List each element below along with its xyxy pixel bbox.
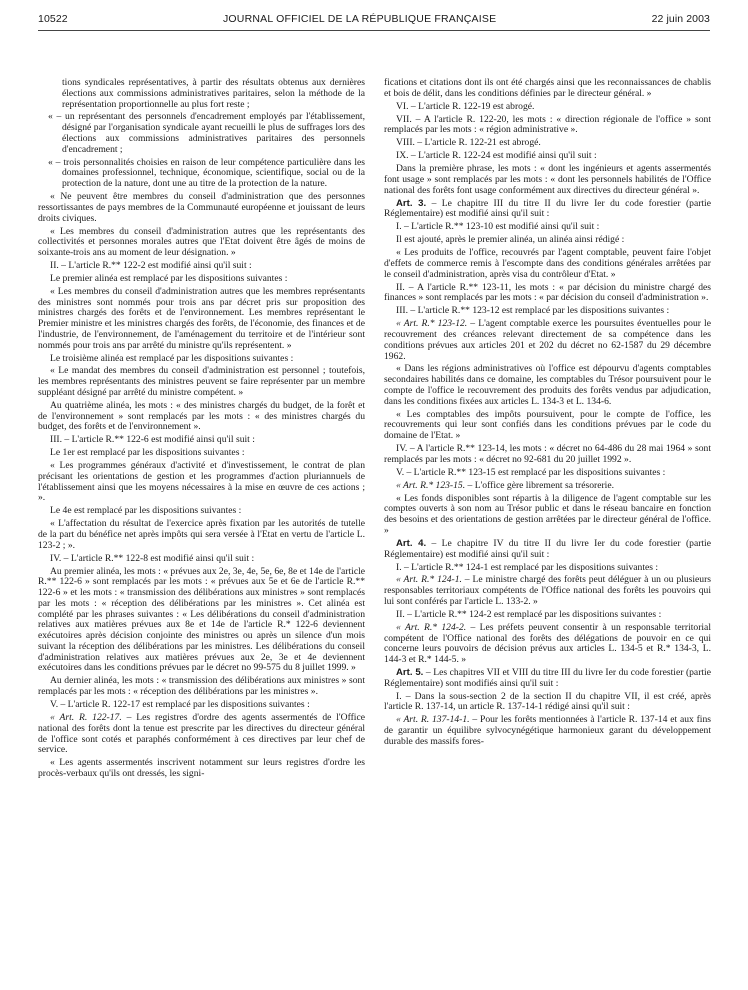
paragraph	[384, 102, 711, 113]
paragraph	[38, 506, 365, 517]
journal-title: JOURNAL OFFICIEL DE LA RÉPUBLIQUE FRANÇAISE	[222, 13, 497, 25]
paragraph	[384, 248, 711, 280]
paragraph	[384, 610, 711, 621]
paragraph-text: II. – L'article R.** 124-2 est remplacé par les dispositions suivantes :	[396, 608, 662, 620]
paragraph	[384, 199, 711, 221]
paragraph	[38, 713, 365, 756]
paragraph-text: I. – L'article R.** 123-10 est modifié ainsi qu'il suit :	[396, 221, 600, 233]
paragraph-text: VI. – L'article R. 122-19 est abrogé.	[396, 100, 535, 112]
paragraph	[384, 481, 711, 492]
paragraph	[38, 700, 365, 711]
paragraph	[384, 283, 711, 305]
paragraph-text: « L'affectation du résultat de l'exercice après fixation par les autorités de tutelle de la part du bénéfice net après impôts qui sera versée à l'Etat en vertu de l'article L. 123-2 ; ».	[38, 518, 365, 551]
paragraph	[38, 78, 365, 110]
paragraph-text: « Les agents assermentés inscrivent notamment sur leurs registres d'ordre les procès-verbaux qu'ils ont dressés, les signi-	[38, 757, 365, 779]
paragraph	[38, 366, 365, 398]
paragraph-text: I. – L'article R.** 124-1 est remplacé par les dispositions suivantes :	[396, 561, 659, 573]
paragraph-text: « Les fonds disponibles sont répartis à la diligence de l'agent comptable sur les comptes ouverts à son nom au Trésor public et dans le réseau bancaire en fonction des besoins et des orientations de gestion arrêtées par le directeur général de l'office. »	[384, 492, 711, 536]
paragraph	[38, 158, 365, 190]
paragraph-text: « Les produits de l'office, recouvrés par l'agent comptable, peuvent faire l'objet d'effets de commerce remis à l'escompte dans des conditions générales arrêtées par le conseil d'administration, après visa du contrôleur d'Etat. »	[384, 247, 711, 280]
paragraph-text: – Le chapitre IV du titre II du livre Ier du code forestier (partie Réglementaire) est modifié ainsi qu'il suit :	[384, 537, 711, 560]
paragraph	[38, 354, 365, 365]
paragraph-text: L'office gère librement sa trésorerie.	[474, 479, 614, 491]
paragraph-text: Au premier alinéa, les mots : « prévues aux 2e, 3e, 4e, 5e, 6e, 8e et 14e de l'article R.** 122-6 » sont remplacés par les mots : « prévues aux 5e et 6e de l'article R.** 122-6 » et les mots : « transmission des délibérations aux ministres » sont remplacés par les mots : « réception des délibérations par les ministres ». Cet alinéa est complété par les phrases suivantes : « Les délibérations du conseil d'administration relatives aux matières prévues aux 8e et 14e de l'article R.* 122-6 deviennent exécutoires après décision conjointe des ministres ou après un silence d'un mois suivant la réception des délibérations par les ministres. Les délibérations du conseil d'administration relatives aux matières prévues aux 2e, 3e et 4e deviennent exécutoires dans les conditions prévues par le décret no 99-575 du 8 juillet 1999. »	[38, 565, 365, 674]
paragraph-text: tions syndicales représentatives, à partir des résultats obtenus aux dernières élections aux commissions administratives paritaires, selon la méthode de la représentation proportionnelle au plus fort reste ;	[62, 78, 365, 110]
article-heading: Art. 5.	[396, 667, 424, 678]
paragraph-text: IV. – L'article R.** 122-8 est modifié ainsi qu'il suit :	[50, 552, 255, 564]
paragraph-text: « Ne peuvent être membres du conseil d'administration que des personnes ressortissantes de pays membres de la Communauté européenne et jouissant de leurs droits civiques.	[38, 191, 365, 224]
paragraph	[38, 758, 365, 780]
paragraph-text: V. – L'article R.** 123-15 est remplacé par les dispositions suivantes :	[396, 466, 666, 478]
article-reference: « Art. R. 137-14-1. –	[396, 714, 480, 726]
paragraph	[384, 151, 711, 162]
paragraph-text: VIII. – L'article R. 122-21 est abrogé.	[396, 137, 541, 149]
paragraph-text: Le 1er est remplacé par les dispositions suivantes :	[50, 447, 245, 459]
paragraph	[384, 78, 711, 100]
paragraph	[384, 575, 711, 607]
paragraph-text: « Les comptables des impôts poursuivent, pour le compte de l'office, les recouvrements qui leur sont confiés dans les conditions prévues par le code du domaine de l'Etat. »	[384, 408, 711, 442]
paragraph	[384, 539, 711, 561]
paragraph-text: Dans la première phrase, les mots : « dont les ingénieurs et agents assermentés font usage » sont remplacés par les mots : « dont les personnels habilités de l'Office national des forêts font usage conformément aux directives du directeur général ».	[384, 163, 711, 196]
paragraph-text: « – un représentant des personnels d'encadrement employés par l'établissement, désigné par l'organisation syndicale ayant recueilli le plus de suffrages lors des élections aux commissions administratives paritaires des personnels d'encadrement ;	[48, 111, 365, 155]
paragraph	[384, 410, 711, 442]
paragraph-text: Le premier alinéa est remplacé par les dispositions suivantes :	[50, 272, 288, 284]
paragraph	[384, 364, 711, 407]
paragraph	[384, 715, 711, 747]
paragraph	[384, 319, 711, 362]
publication-date: 22 juin 2003	[651, 13, 710, 25]
paragraph-text: Le 4e est remplacé par les dispositions suivantes :	[50, 505, 242, 517]
page-number: 10522	[38, 13, 68, 25]
paragraph-text: « Le mandat des membres du conseil d'administration est personnel ; toutefois, les membres représentants des ministres peuvent se faire représenter par un membre suppléant désigné par arrêté du ministre compétent. »	[38, 365, 365, 398]
paragraph	[38, 192, 365, 224]
article-reference: « Art. R.* 124-2. –	[396, 621, 480, 633]
paragraph	[384, 563, 711, 574]
paragraph-text: Au dernier alinéa, les mots : « transmission des délibérations aux ministres » sont remplacés par les mots : « réception des délibérations par les ministres ».	[38, 675, 365, 698]
paragraph-text: III. – L'article R.** 123-12 est remplacé par les dispositions suivantes :	[396, 305, 670, 317]
article-heading: Art. 4.	[396, 537, 427, 549]
paragraph-text: III. – L'article R.** 122-6 est modifié ainsi qu'il suit :	[50, 434, 255, 446]
paragraph-text: Les registres d'ordre des agents assermentés de l'Office national des forêts dont la tenue est prescrite par les directives du directeur général de l'office sont cotés et paraphés conformément à ces directives par leur chef de service.	[38, 712, 365, 756]
paragraph-text: II. – L'article R.** 122-2 est modifié ainsi qu'il suit :	[50, 259, 252, 271]
paragraph-text: Le troisième alinéa est remplacé par les dispositions suivantes :	[50, 352, 294, 364]
article-reference: « Art. R.* 123-12. –	[396, 318, 479, 330]
paragraph	[384, 444, 711, 466]
paragraph	[384, 306, 711, 317]
paragraph	[38, 554, 365, 565]
article-heading: Art. 3.	[396, 197, 427, 209]
paragraph-text: « Les programmes généraux d'activité et d'investissement, le contrat de plan précisant les orientations de gestion et les programmes d'action pluriannuels de l'établissement ainsi que les moyens nécessaires à la mise en œuvre de ces actions ; ».	[38, 460, 365, 504]
article-reference: « Art. R.* 124-1. –	[396, 574, 473, 586]
paragraph-text: « Les membres du conseil d'administration autres que les représentants des collectivités et personnes morales autres que l'Etat doivent être âgés de moins de soixante-trois ans au moment de leur désignation. »	[38, 225, 365, 258]
article-reference: « Art. R. 122-17. –	[50, 712, 137, 723]
paragraph-text: VII. – A l'article R. 122-20, les mots : « direction régionale de l'office » sont remplacés par les mots : « région administrative ».	[384, 113, 711, 136]
paragraph	[38, 435, 365, 446]
paragraph	[384, 494, 711, 537]
paragraph	[384, 115, 711, 137]
paragraph	[38, 676, 365, 698]
paragraph	[38, 567, 365, 675]
paragraph-text: Le ministre chargé des forêts peut déléguer à un ou plusieurs responsables territoriaux compétents de l'Office national des forêts les pouvoirs qui lui sont conférés par l'article L. 133-2. »	[384, 574, 711, 607]
paragraph-text: II. – A l'article R.** 123-11, les mots : « par décision du ministre chargé des finances » sont remplacés par les mots : « par décision du conseil d'administration ».	[384, 281, 711, 304]
paragraph	[38, 519, 365, 551]
paragraph	[38, 461, 365, 504]
paragraph	[38, 227, 365, 259]
paragraph-text: « Dans les régions administratives où l'office est dépourvu d'agents comptables secondaires habilités dans ce domaine, les comptables du Trésor poursuivent pour le compte de l'office le recouvrement des produits des forêts vendus par adjudication, dans les conditions fixées aux articles L. 134-3 et L. 134-6.	[384, 363, 711, 407]
paragraph-text: IX. – L'article R. 122-24 est modifié ainsi qu'il suit :	[396, 150, 597, 162]
paragraph-text: Pour les forêts mentionnées à l'article R. 137-14 et aux fins de garantir un équilibre sylvocynégétique harmonieux garant du développement durable des massifs fores-	[384, 714, 711, 747]
paragraph	[38, 287, 365, 352]
paragraph	[384, 138, 711, 149]
paragraph	[38, 261, 365, 272]
paragraph-text: « Les membres du conseil d'administration autres que les membres représentants des ministres sont nommés pour trois ans par décret pris sur proposition des ministres chargés des forêts et de l'environnement. Les membres représentant le Premier ministre et les ministres chargés des forêts, de l'économie, des finances et de l'industrie, de l'environnement, de l'aménagement du territoire et de l'intérieur sont nommés pour trois ans par arrêté du ministre qu'ils représentent. »	[38, 285, 365, 351]
paragraph-text: – Les chapitres VII et VIII du titre III du livre Ier du code forestier (partie Réglementaire) sont modifiés ainsi qu'il suit :	[384, 667, 711, 689]
paragraph	[384, 623, 711, 666]
paragraph	[384, 468, 711, 479]
paragraph-text: fications et citations dont ils ont été chargés ainsi que les reconnaissances de chablis et bois de délit, dans les conditions définies par le directeur général. »	[384, 78, 711, 99]
paragraph-text: Les préfets peuvent consentir à un responsable territorial compétent de l'Office national des forêts des délégations de pouvoir en ce qui concerne leurs pouvoirs de décision prévus aux articles L. 134-5 et R.* 134-3, L. 144-3 et R.* 144-5. »	[384, 621, 711, 666]
paragraph	[384, 668, 711, 690]
paragraph	[384, 222, 711, 233]
paragraph	[38, 274, 365, 285]
paragraph	[384, 235, 711, 246]
left-text-column	[38, 78, 365, 983]
paragraph-text: L'agent comptable exerce les poursuites éventuelles pour le recouvrement des créances relevant directement de sa compétence dans les conditions prévues aux articles 201 et 202 du décret no 62-1587 du 29 décembre 1962.	[384, 318, 711, 362]
paragraph	[38, 401, 365, 433]
paragraph-text: Il est ajouté, après le premier alinéa, un alinéa ainsi rédigé :	[396, 234, 625, 246]
paragraph	[38, 448, 365, 459]
article-reference: « Art. R.* 123-15. –	[396, 479, 475, 491]
paragraph-text: IV. – A l'article R.** 123-14, les mots : « décret no 64-486 du 28 mai 1964 » sont remplacés par les mots : « décret no 92-681 du 20 juillet 1992 ».	[384, 443, 711, 465]
paragraph-text: – Le chapitre III du titre II du livre Ier du code forestier (partie Réglementaire) est modifié ainsi qu'il suit :	[384, 197, 711, 220]
paragraph-text: V. – L'article R. 122-17 est remplacé par les dispositions suivantes :	[50, 699, 310, 711]
paragraph	[38, 112, 365, 155]
page-header	[38, 8, 710, 31]
right-text-column	[384, 78, 711, 983]
paragraph	[384, 692, 711, 714]
paragraph-text: Au quatrième alinéa, les mots : « des ministres chargés du budget, de la forêt et de l'environnement » sont remplacés par les mots : « des ministres chargés du budget, des forêts et de l'environnement ».	[38, 399, 365, 433]
paragraph-text: I. – Dans la sous-section 2 de la section II du chapitre VII, il est créé, après l'article R. 137-14, un article R. 137-14-1 rédigé ainsi qu'il suit :	[384, 690, 711, 713]
paragraph-text: « – trois personnalités choisies en raison de leur compétence particulière dans les domaines professionnel, technique, économique, scientifique, social ou de la protection de la nature, dont une au titre de la protection de la nature.	[48, 156, 365, 190]
paragraph	[384, 164, 711, 196]
